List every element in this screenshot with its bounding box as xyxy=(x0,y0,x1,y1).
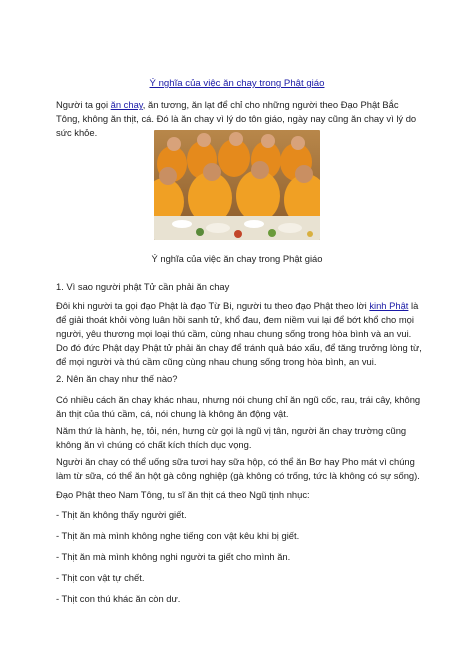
heading-1: 1. Vì sao người phật Tử cần phải ăn chay xyxy=(56,281,230,292)
paragraph-1 xyxy=(56,299,422,369)
p1-text-start: Đôi khi người ta gọi đạo Phật là đạo Từ Bi, người tu theo đạo Phật theo lời xyxy=(56,300,370,311)
monks-eating-photo xyxy=(154,130,320,240)
monks-illustration xyxy=(154,130,320,240)
paragraph-5: Đạo Phật theo Nam Tông, tu sĩ ăn thịt cá theo Ngũ tịnh nhục: xyxy=(56,489,310,500)
document-title[interactable]: Ý nghĩa của việc ăn chay trong Phật giáo xyxy=(149,78,325,89)
paragraph-2: Có nhiều cách ăn chay khác nhau, nhưng nói chung chỉ ăn ngũ cốc, rau, trái cây, không ăn thịt của thú cầm, cá, nói chung là không ăn động vật. xyxy=(56,394,421,419)
intro-text-end: , ăn tương, ăn lạt để chỉ cho những người theo Đạo Phật Bắc Tông, không ăn thịt, cá. Đó là ăn chay vì lý do tôn giáo, ngày nay cũng ăn chay vì lý do sức khỏe. xyxy=(56,99,417,138)
rule-item: - Thịt ăn không thấy người giết. xyxy=(56,509,187,520)
an-chay-link[interactable]: ăn chay xyxy=(110,99,143,110)
p1-text-end: là để giải thoát khỏi vòng luân hồi sanh tử, khổ đau, đem niềm vui lại để bớt khổ cho mọi người, yêu thương mọi loại thú cầm, cùng nhau chung sống trong hòa bình và an vui. Do đó đức Phật dạy Phật tử phải ăn chay để tránh quả báo xấu, để tăng trưởng lòng từ, để mọi người và thú cầm cũng cùng nhau chung sống trong hòa bình, an vui. xyxy=(56,300,422,367)
rule-item: - Thịt con thú khác ăn còn dư. xyxy=(56,593,181,604)
intro-text-start: Người ta gọi xyxy=(56,99,111,110)
rule-item: - Thịt con vật tự chết. xyxy=(56,572,145,583)
rule-item: - Thịt ăn mà mình không nghi người ta giết cho mình ăn. xyxy=(56,551,291,562)
image-caption: Ý nghĩa của việc ăn chay trong Phật giáo xyxy=(151,253,323,264)
paragraph-3: Năm thứ là hành, hẹ, tỏi, nén, hưng cừ gọi là ngũ vị tân, người ăn chay trường cũng không ăn vì chúng có chất kích thích dục vọng. xyxy=(56,425,407,450)
kinh-phat-link[interactable]: kinh Phật xyxy=(369,300,409,311)
heading-2: 2. Nên ăn chay như thế nào? xyxy=(56,373,178,384)
paragraph-4: Người ăn chay có thể uống sữa tươi hay sữa hộp, có thể ăn Bơ hay Pho mát vì chúng làm từ sữa, có thể ăn hột gà công nghiệp (gà không có trống, tức là không có sự sống). xyxy=(56,456,420,481)
rule-item: - Thịt ăn mà mình không nghe tiếng con vật kêu khi bị giết. xyxy=(56,530,300,541)
